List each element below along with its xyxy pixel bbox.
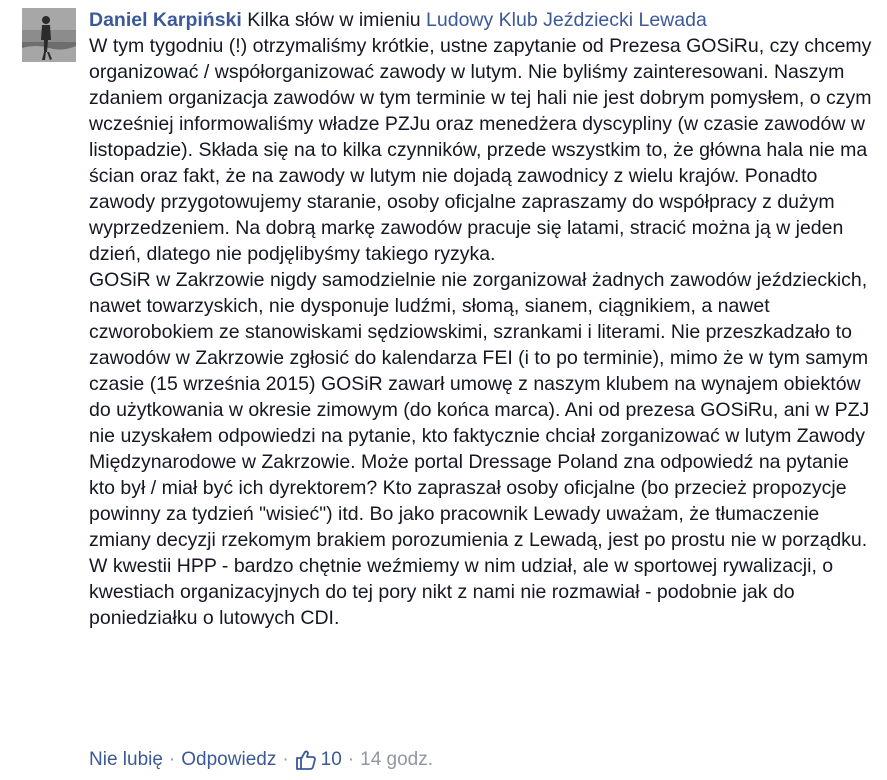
avatar[interactable] xyxy=(22,8,76,62)
author-name-link[interactable]: Daniel Karpiński xyxy=(89,9,242,31)
separator: · xyxy=(282,749,289,770)
comment-actions xyxy=(89,746,433,774)
avatar-photo xyxy=(22,8,76,62)
timestamp-link[interactable]: 14 godz. xyxy=(360,749,434,770)
comment-header xyxy=(89,7,879,33)
separator: · xyxy=(347,749,355,770)
like-count[interactable]: 10 xyxy=(320,749,342,770)
comment-body xyxy=(89,7,879,631)
unlike-button[interactable]: Nie lubię xyxy=(89,749,163,770)
header-text: Kilka słów w imieniu xyxy=(247,9,421,31)
thumbs-up-icon[interactable] xyxy=(295,749,317,771)
reply-button[interactable]: Odpowiedz xyxy=(181,749,277,770)
group-link[interactable]: Ludowy Klub Jeździecki Lewada xyxy=(426,9,707,31)
comment-paragraph-3: W kwestii HPP - bardzo chętnie weźmiemy w nim udział, ale w sportowej rywalizacji, o kwestiach organizacyjnych do tej pory nikt z nami nie rozmawiał - podobnie jak do poniedziałku o lutowych CDI. xyxy=(89,555,834,629)
comment-paragraph-2: GOSiR w Zakrzowie nigdy samodzielnie nie zorganizował żadnych zawodów jeździeckich, nawet towarzyskich, nie dysponuje ludźmi, słomą, sianem, ciągnikiem, a nawet czworobokiem ze stanowiskami sędziowskimi, szrankami i literami. Nie przeszkadzało to zawodów w Zakrzowie zgłosić do kalendarza FEI (i to po terminie), mimo że w tym samym czasie (15 września 2015) GOSiR zawarł umowę z naszym klubem na wynajem obiektów do użytkowania w okresie zimowym (do końca marca). Ani od prezesa GOSiRu, ani w PZJ nie uzyskałem odpowiedzi na pytanie, kto faktycznie chciał zorganizować w lutym Zawody Międzynarodowe w Zakrzowie. Może portal Dressage Poland zna odpowiedź na pytanie kto był / miał być ich dyrektorem? Kto zapraszał osoby oficjalne (bo przecież propozycje powinny za tydzień "wisieć") itd. Bo jako pracownik Lewady uważam, że tłumaczenie zmiany decyzji rzekomym brakiem porozumienia z Lewadą, jest po prostu nie w porządku. xyxy=(89,269,870,551)
comment-paragraph-1: W tym tygodniu (!) otrzymaliśmy krótkie, ustne zapytanie od Prezesa GOSiRu, czy chcemy organizować / współorganizować zawody w lutym. Nie byliśmy zainteresowani. Naszym zdaniem organizacja zawodów w tym terminie w tej hali nie jest dobrym pomysłem, o czym wcześniej informowaliśmy władze PZJu oraz menedżera dyscypliny (w czasie zawodów w listopadzie). Składa się na to kilka czynników, przede wszystkim to, że główna hala nie ma ścian oraz fakt, że na zawody w lutym nie dojadą zawodnicy z wielu krajów. Ponadto zawody przygotowujemy staranie, osoby oficjalne zapraszamy do współpracy z dużym wyprzedzeniem. Na dobrą markę zawodów pracuje się latami, stracić można ją w jeden dzień, dlatego nie podjęlibyśmy takiego ryzyka. xyxy=(89,35,872,265)
separator: · xyxy=(168,749,176,770)
